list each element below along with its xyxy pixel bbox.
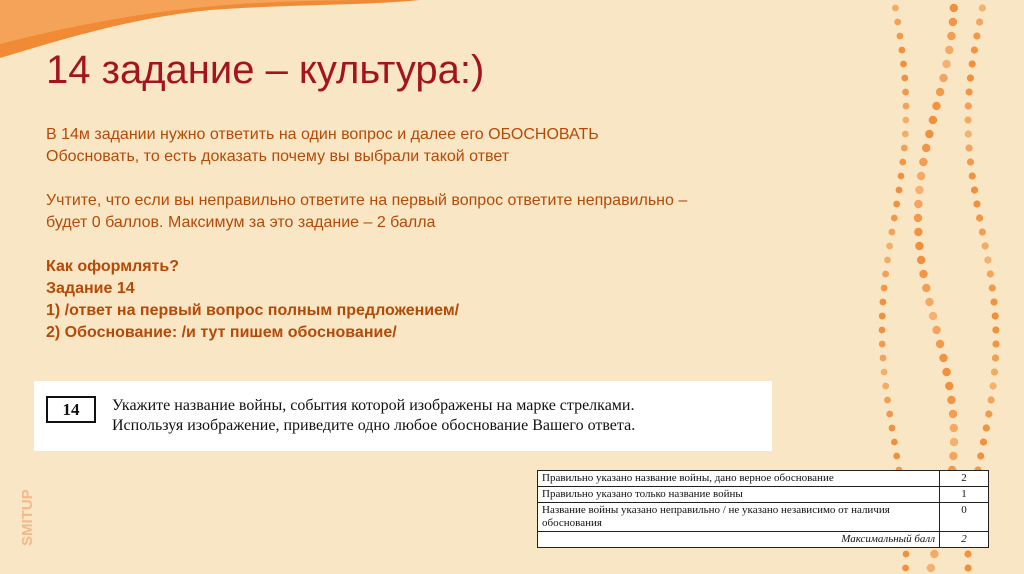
decorative-dot bbox=[896, 187, 903, 194]
decorative-dot bbox=[891, 439, 898, 446]
decorative-dot bbox=[929, 116, 937, 124]
decorative-dot bbox=[902, 89, 909, 96]
decorative-dot bbox=[901, 145, 908, 152]
decorative-dot bbox=[973, 32, 980, 39]
warning-line: будет 0 баллов. Максимум за это задание – 2 балла bbox=[46, 214, 436, 231]
intro-line: Обосновать, то есть доказать почему вы выбрали такой ответ bbox=[46, 148, 510, 165]
decorative-dot bbox=[919, 158, 927, 166]
scoring-table bbox=[537, 470, 989, 548]
decorative-dot bbox=[899, 47, 906, 54]
decorative-dot bbox=[979, 228, 986, 235]
decorative-dot bbox=[903, 551, 910, 558]
decorative-dot bbox=[971, 186, 978, 193]
decorative-dot bbox=[902, 131, 909, 138]
decorative-dot bbox=[982, 242, 989, 249]
decorative-dot bbox=[988, 396, 995, 403]
decorative-dot bbox=[945, 382, 953, 390]
decorative-dot bbox=[947, 396, 955, 404]
points-cell: 1 bbox=[940, 487, 989, 503]
decorative-dot bbox=[987, 270, 994, 277]
decorative-dot bbox=[969, 60, 976, 67]
format-task-label: Задание 14 bbox=[46, 280, 135, 297]
decorative-dot bbox=[990, 382, 997, 389]
decorative-dot bbox=[879, 313, 886, 320]
decorative-dot bbox=[925, 298, 933, 306]
format-heading: Как оформлять? bbox=[46, 258, 179, 275]
decorative-dot bbox=[884, 257, 891, 264]
slide-title: 14 задание – культура:) bbox=[46, 48, 485, 92]
decorative-dot bbox=[894, 19, 901, 26]
decorative-dot bbox=[965, 102, 972, 109]
decorative-dot bbox=[903, 117, 910, 124]
decorative-dot bbox=[991, 368, 998, 375]
decorative-dot bbox=[939, 354, 947, 362]
task-number: 14 bbox=[46, 396, 96, 423]
task-text bbox=[112, 396, 762, 436]
format-step-1: 1) /ответ на первый вопрос полным предложением/ bbox=[46, 302, 460, 319]
decorative-dot bbox=[992, 340, 999, 347]
decorative-dot bbox=[979, 4, 986, 11]
decorative-dot bbox=[949, 410, 957, 418]
decorative-dot bbox=[983, 424, 990, 431]
decorative-dot bbox=[880, 355, 887, 362]
intro-line: В 14м задании нужно ответить на один вопрос и далее его ОБОСНОВАТЬ bbox=[46, 126, 599, 143]
decorative-dot bbox=[889, 425, 896, 432]
criterion-cell: Название войны указано неправильно / не указано независимо от наличия обоснования bbox=[538, 503, 940, 532]
format-step-2: 2) Обоснование: /и тут пишем обоснование/ bbox=[46, 324, 397, 341]
decorative-dot bbox=[992, 312, 999, 319]
table-row bbox=[538, 503, 989, 532]
decorative-dot bbox=[917, 256, 925, 264]
decorative-dot bbox=[976, 18, 983, 25]
decorative-dot bbox=[936, 340, 944, 348]
slide-body bbox=[46, 124, 876, 344]
criterion-cell: Правильно указано название войны, дано верное обоснование bbox=[538, 471, 940, 487]
decorative-dot bbox=[989, 284, 996, 291]
decorative-dot bbox=[965, 564, 972, 571]
points-cell: 2 bbox=[940, 471, 989, 487]
decorative-dot bbox=[884, 397, 891, 404]
decorative-dot bbox=[984, 256, 991, 263]
logo-text: SMITUP bbox=[19, 489, 36, 546]
decorative-dot bbox=[914, 228, 922, 236]
decorative-dot bbox=[914, 200, 922, 208]
decorative-dot bbox=[882, 271, 889, 278]
decorative-dot bbox=[967, 74, 974, 81]
decorative-dot bbox=[897, 33, 904, 40]
max-score-value: 2 bbox=[940, 532, 989, 548]
decorative-dot bbox=[889, 229, 896, 236]
decorative-dot bbox=[880, 299, 887, 306]
decorative-dot bbox=[922, 144, 930, 152]
decorative-dot bbox=[977, 452, 984, 459]
decorative-dot bbox=[879, 327, 886, 334]
decorative-dot bbox=[914, 214, 922, 222]
decorative-dot bbox=[915, 186, 923, 194]
decorative-dot bbox=[902, 565, 909, 572]
decorative-dot bbox=[990, 298, 997, 305]
decorative-dot bbox=[898, 173, 905, 180]
decorative-dot bbox=[886, 411, 893, 418]
task-image bbox=[34, 381, 772, 451]
decorative-dot bbox=[969, 172, 976, 179]
decorative-dot bbox=[886, 243, 893, 250]
decorative-dot bbox=[899, 159, 906, 166]
decorative-dot bbox=[966, 88, 973, 95]
task-line: Укажите название войны, события которой изображены на марке стрелками. bbox=[112, 397, 635, 414]
warning-line: Учтите, что если вы неправильно ответите на первый вопрос ответите неправильно – bbox=[46, 192, 688, 209]
decorative-dot bbox=[992, 354, 999, 361]
decorative-dot bbox=[980, 438, 987, 445]
decorative-dot bbox=[930, 550, 938, 558]
decorative-dot bbox=[945, 46, 953, 54]
decorative-dot bbox=[949, 452, 957, 460]
decorative-dot bbox=[929, 312, 937, 320]
decorative-dot bbox=[976, 214, 983, 221]
decorative-dot bbox=[915, 242, 923, 250]
decorative-dot bbox=[900, 61, 907, 68]
decorative-dot bbox=[932, 326, 940, 334]
decorative-dot bbox=[964, 550, 971, 557]
decorative-dot bbox=[950, 438, 958, 446]
table-row bbox=[538, 487, 989, 503]
decorative-dot bbox=[881, 369, 888, 376]
decorative-dot bbox=[947, 32, 955, 40]
smitup-logo-icon bbox=[12, 474, 40, 550]
criterion-cell: Правильно указано только название войны bbox=[538, 487, 940, 503]
decorative-dot bbox=[967, 158, 974, 165]
decorative-dot bbox=[891, 215, 898, 222]
table-row bbox=[538, 471, 989, 487]
decorative-dot bbox=[964, 116, 971, 123]
decorative-dot bbox=[901, 75, 908, 82]
decorative-dot bbox=[966, 144, 973, 151]
decorative-dot bbox=[973, 200, 980, 207]
decorative-dot bbox=[917, 172, 925, 180]
decorative-dot bbox=[932, 102, 940, 110]
decorative-dot bbox=[881, 285, 888, 292]
decorative-dot bbox=[985, 410, 992, 417]
decorative-dot bbox=[949, 18, 957, 26]
decorative-dot bbox=[919, 270, 927, 278]
decorative-dot bbox=[992, 326, 999, 333]
decorative-dot bbox=[950, 4, 958, 12]
task-line: Используя изображение, приведите одно любое обоснование Вашего ответа. bbox=[112, 417, 636, 434]
decorative-dot bbox=[971, 46, 978, 53]
decorative-dot bbox=[882, 383, 889, 390]
decorative-dot bbox=[893, 201, 900, 208]
decorative-dot bbox=[936, 88, 944, 96]
points-cell: 0 bbox=[940, 503, 989, 532]
max-score-label: Максимальный балл bbox=[538, 532, 940, 548]
decorative-dot bbox=[950, 424, 958, 432]
decorative-dot bbox=[903, 103, 910, 110]
decorative-dot bbox=[965, 130, 972, 137]
decorative-dot bbox=[939, 74, 947, 82]
decorative-dot bbox=[927, 564, 935, 572]
table-row bbox=[538, 532, 989, 548]
decorative-dot bbox=[892, 5, 899, 12]
decorative-dot bbox=[893, 453, 900, 460]
decorative-dot bbox=[942, 60, 950, 68]
decorative-dot bbox=[922, 284, 930, 292]
decorative-dot bbox=[879, 341, 886, 348]
decorative-dot bbox=[942, 368, 950, 376]
decorative-dot bbox=[925, 130, 933, 138]
